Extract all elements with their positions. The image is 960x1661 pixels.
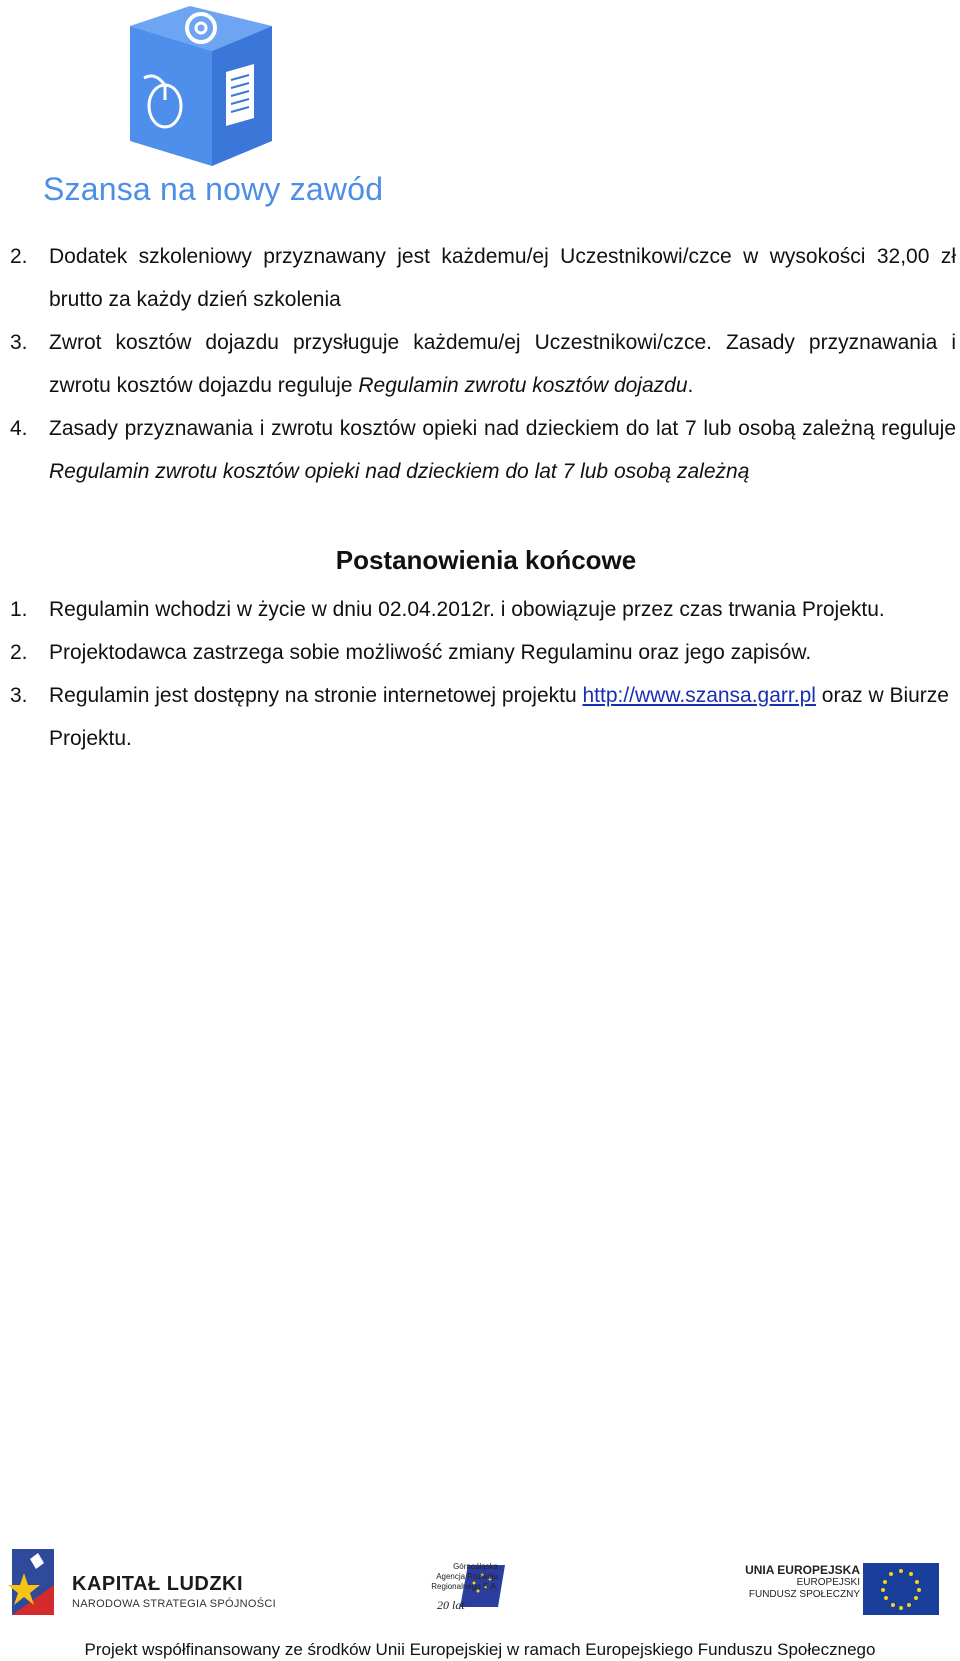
garr-line: Agencja Rozwoju bbox=[436, 1572, 498, 1581]
eu-subtitle: FUNDUSZ SPOŁECZNY bbox=[748, 1589, 860, 1600]
kl-subtitle: NARODOWA STRATEGIA SPÓJNOŚCI bbox=[72, 1598, 276, 1610]
garr-logo-text bbox=[398, 1562, 498, 1592]
garr-line: Regionalnego S.A. bbox=[431, 1582, 498, 1591]
project-website-link[interactable]: http://www.szansa.garr.pl bbox=[582, 684, 816, 707]
eu-flag-icon bbox=[863, 1563, 939, 1615]
list-text: Projektodawca zastrzega sobie możliwość zmiany Regulaminu oraz jego zapisów. bbox=[49, 641, 812, 664]
list-item bbox=[8, 407, 956, 493]
list-item bbox=[8, 321, 956, 407]
garr-anniversary: 20 lat bbox=[437, 1598, 465, 1612]
list-text: Zasady przyznawania i zwrotu kosztów opieki nad dzieckiem do lat 7 lub osobą zależną reguluje bbox=[49, 417, 956, 440]
list-number: 2. bbox=[10, 641, 28, 664]
eu-logo-text bbox=[740, 1563, 860, 1601]
list-text: Regulamin jest dostępny na stronie internetowej projektu bbox=[49, 684, 583, 707]
list-item bbox=[8, 631, 956, 674]
kapital-ludzki-emblem-icon bbox=[8, 1549, 54, 1615]
kl-title: KAPITAŁ LUDZKI bbox=[72, 1573, 244, 1595]
cofinancing-note: Projekt współfinansowany ze środków Unii Europejskiej w ramach Europejskiego Funduszu Społecznego bbox=[84, 1640, 876, 1659]
list-item bbox=[8, 674, 956, 760]
list-number: 3. bbox=[10, 331, 28, 354]
document-body bbox=[8, 235, 956, 760]
list-text: Dodatek szkoleniowy przyznawany jest każdemu/ej Uczestnikowi/czce w wysokości 32,00 zł brutto za każdy dzień szkolenia bbox=[49, 245, 956, 311]
kapital-ludzki-logo bbox=[72, 1573, 276, 1610]
list-text-end: oraz w Biurze Projektu. bbox=[49, 684, 949, 750]
list-item bbox=[8, 588, 956, 631]
logo-wordmark: Szansa na nowy zawód bbox=[43, 171, 384, 207]
list-item bbox=[8, 235, 956, 321]
list-text-end: . bbox=[687, 374, 694, 397]
list-number: 4. bbox=[10, 417, 28, 440]
list-number: 2. bbox=[10, 245, 28, 268]
eu-subtitle: EUROPEJSKI bbox=[796, 1577, 860, 1588]
list-number: 1. bbox=[10, 598, 28, 621]
regulation-title: Regulamin zwrotu kosztów opieki nad dzieckiem do lat 7 lub osobą zależną bbox=[49, 460, 750, 483]
garr-line: Górnośląska bbox=[453, 1562, 498, 1571]
list-number: 3. bbox=[10, 684, 28, 707]
eu-title: UNIA EUROPEJSKA bbox=[745, 1563, 860, 1577]
list-text: Regulamin wchodzi w życie w dniu 02.04.2012r. i obowiązuje przez czas trwania Projektu. bbox=[49, 598, 885, 621]
regulation-title: Regulamin zwrotu kosztów dojazdu bbox=[358, 374, 688, 397]
list-text: Zwrot kosztów dojazdu przysługuje każdemu/ej Uczestnikowi/czce. Zasady przyznawania i zwrotu kosztów dojazdu reguluje bbox=[49, 331, 956, 397]
section-heading: Postanowienia końcowe bbox=[335, 545, 637, 575]
